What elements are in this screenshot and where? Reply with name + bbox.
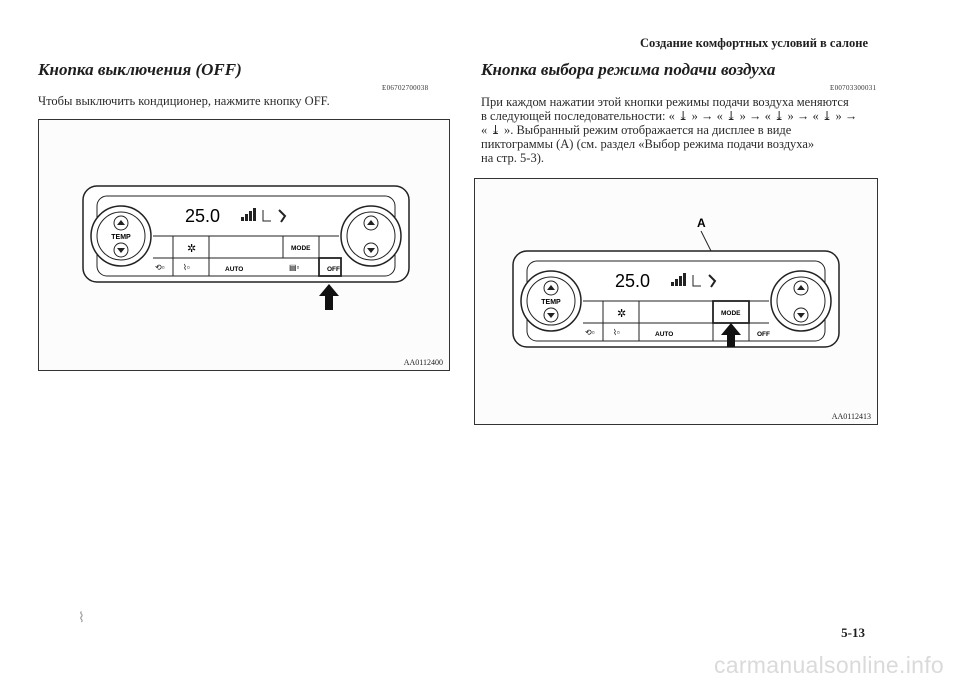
figure-air-mode-button <box>474 178 878 425</box>
recirculation-icon: ⟲▫ <box>155 263 165 272</box>
section-code-off: E06702700038 <box>382 84 429 92</box>
temp-label: TEMP <box>111 234 131 241</box>
ac-snowflake-icon: ✲ <box>187 243 197 255</box>
section-code-air-mode: E00703300031 <box>830 84 877 92</box>
text-line: пиктограммы (А) (см. раздел «Выбор режима подачи воздуха» <box>481 137 815 151</box>
defrost-icon: ⌇▫ <box>183 263 190 272</box>
text-line: « ⤓ ». Выбранный режим отображается на дисплее в виде <box>481 123 792 137</box>
display-temperature: 25.0 <box>185 206 221 226</box>
watermark: carmanualsonline.info <box>713 652 944 678</box>
mode-button-label: MODE <box>291 245 311 252</box>
auto-button-label: AUTO <box>655 331 674 338</box>
section-title-air-mode: Кнопка выбора режима подачи воздуха <box>481 60 776 79</box>
temp-label: TEMP <box>541 299 561 306</box>
text-line: на стр. 5-3). <box>481 151 544 165</box>
mode-button-label: MODE <box>721 310 741 317</box>
callout-letter: A <box>697 216 706 230</box>
page-number: 5-13 <box>841 625 865 640</box>
display-temperature: 25.0 <box>615 271 651 291</box>
section-text-off: Чтобы выключить кондиционер, нажмите кнопку OFF. <box>38 94 330 108</box>
climate-panel-illustration-off <box>39 120 449 370</box>
page-header: Создание комфортных условий в салоне <box>639 36 868 50</box>
ac-snowflake-icon: ✲ <box>617 308 627 320</box>
off-button-label: OFF <box>757 331 770 338</box>
rear-defrost-icon: ▤▫ <box>289 263 300 272</box>
climate-panel-illustration-mode <box>475 179 877 424</box>
text-line: При каждом нажатии этой кнопки режимы подачи воздуха меняются <box>481 95 849 109</box>
section-title-off: Кнопка выключения (OFF) <box>38 60 242 79</box>
text-line: в следующей последовательности: « ⤓ » → « ⤓ » → « ⤓ » → « ⤓ » → <box>481 109 858 123</box>
pointer-arrow-icon <box>319 284 339 310</box>
defrost-icon: ⌇▫ <box>613 328 620 337</box>
figure-code-off: AA0112400 <box>403 358 443 367</box>
recirculation-icon: ⟲▫ <box>585 328 595 337</box>
figure-off-button <box>38 119 450 371</box>
figure-code-air-mode: AA0112413 <box>831 412 871 421</box>
margin-mark: ⌇ <box>78 611 85 626</box>
auto-button-label: AUTO <box>225 266 244 273</box>
off-button-label: OFF <box>327 266 340 273</box>
section-text-air-mode <box>481 95 881 165</box>
